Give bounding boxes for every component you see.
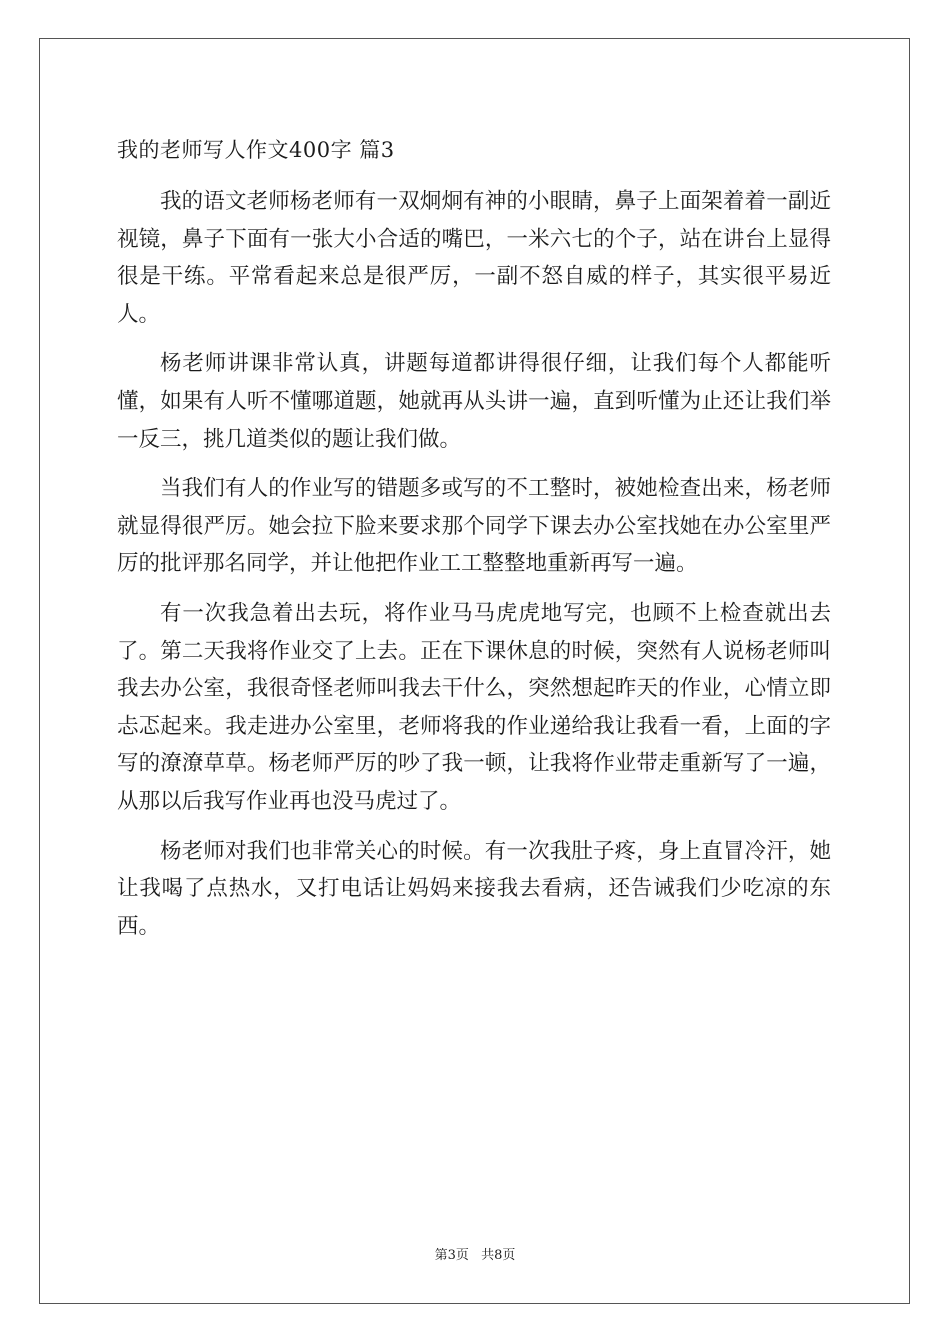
paragraph-3: 当我们有人的作业写的错题多或写的不工整时，被她检查出来，杨老师就显得很严厉。她会拉下脸来要求那个同学下课去办公室找她在办公室里严厉的批评那名同学，并让他把作业工工整整地重新再写一遍。 (117, 476, 831, 577)
document-body (117, 183, 831, 957)
page-total: 共8页 (481, 1248, 516, 1263)
paragraph-1: 我的语文老师杨老师有一双炯炯有神的小眼睛，鼻子上面架着着一副近视镜，鼻子下面有一张大小合适的嘴巴，一米六七的个子，站在讲台上显得很是干练。平常看起来总是很严厉，一副不怒自威的样子，其实很平易近人。 (117, 189, 831, 327)
paragraph-5: 杨老师对我们也非常关心的时候。有一次我肚子疼，身上直冒冷汗，她让我喝了点热水，又打电话让妈妈来接我去看病，还告诫我们少吃凉的东西。 (117, 838, 831, 939)
document-title: 我的老师写人作文400字 篇3 (117, 138, 395, 162)
page-footer (0, 1247, 950, 1265)
page-number: 第3页 (434, 1248, 469, 1263)
paragraph-2: 杨老师讲课非常认真，讲题每道都讲得很仔细，让我们每个人都能听懂，如果有人听不懂哪道题，她就再从头讲一遍，直到听懂为止还让我们举一反三，挑几道类似的题让我们做。 (117, 351, 831, 452)
paragraph-4: 有一次我急着出去玩，将作业马马虎虎地写完，也顾不上检查就出去了。第二天我将作业交了上去。正在下课休息的时候，突然有人说杨老师叫我去办公室，我很奇怪老师叫我去干什么，突然想起昨天的作业，心情立即忐忑起来。我走进办公室里，老师将我的作业递给我让我看一看，上面的字写的潦潦草草。杨老师严厉的吵了我一顿，让我将作业带走重新写了一遍，从那以后我写作业再也没马虎过了。 (117, 600, 831, 814)
